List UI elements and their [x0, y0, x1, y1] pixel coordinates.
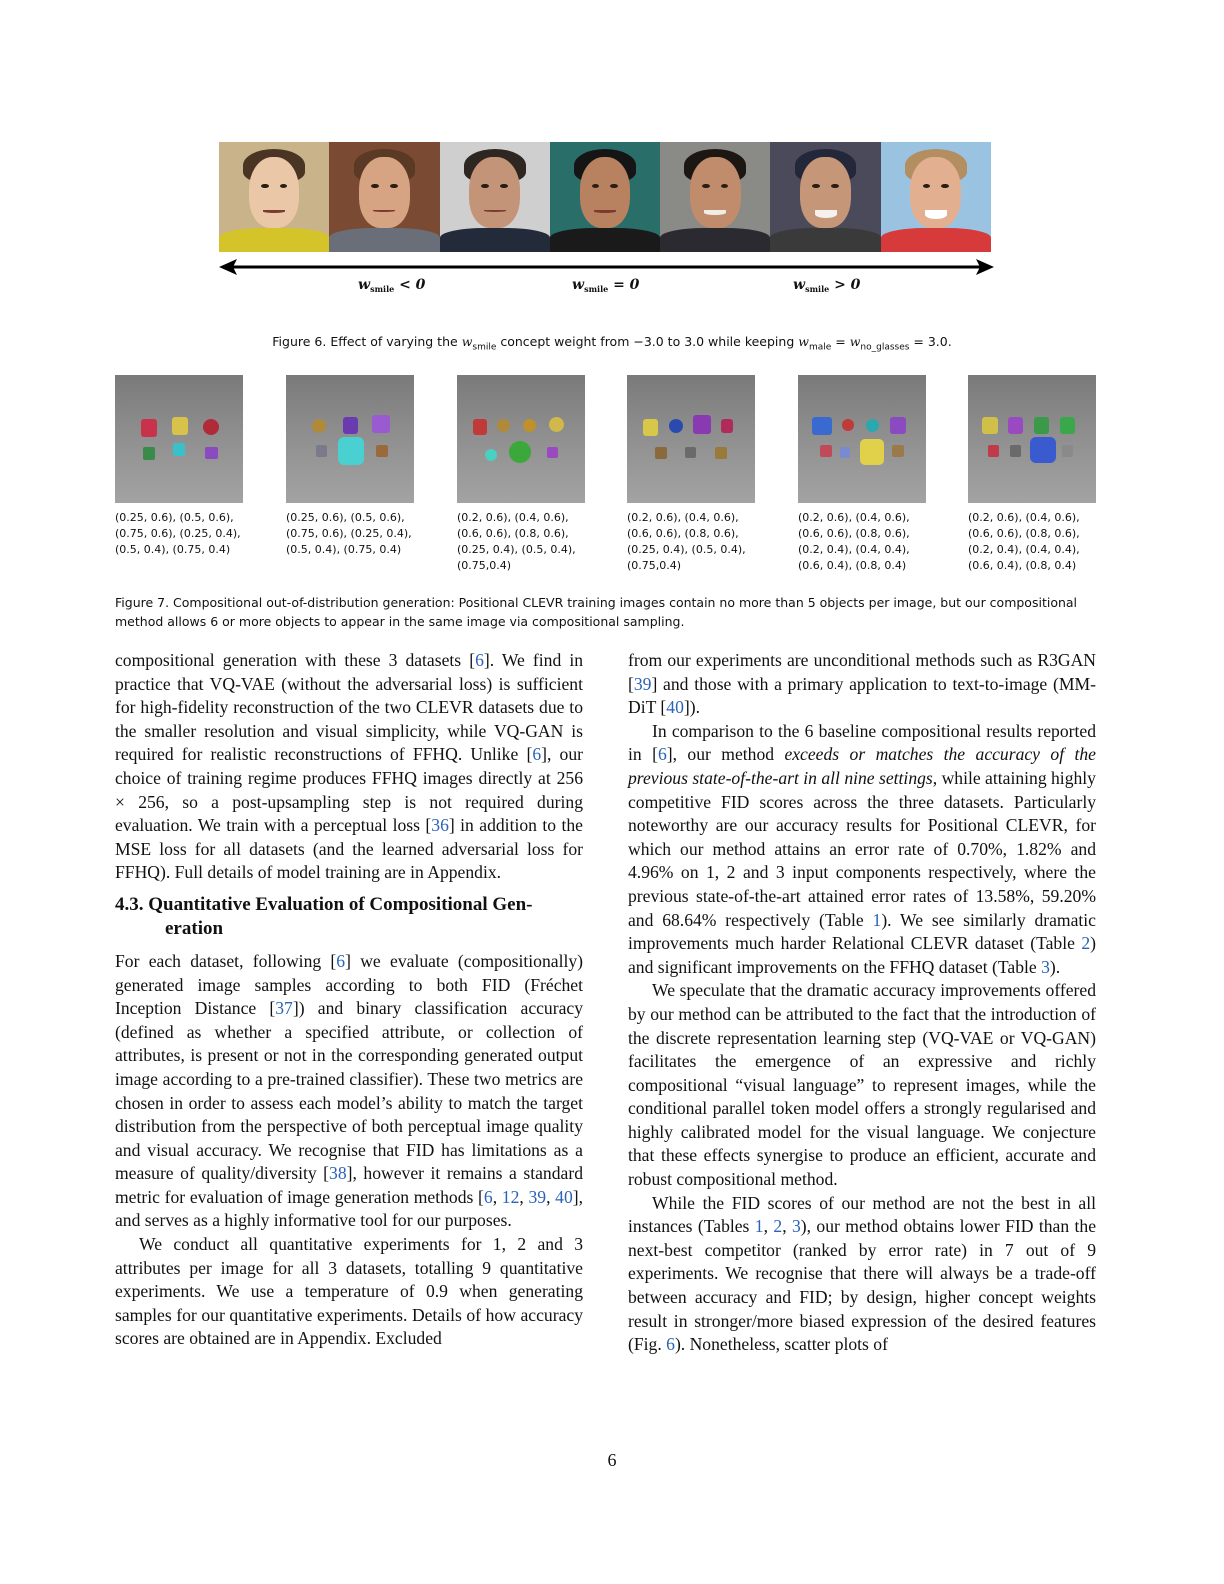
paragraph-evaluation: For each dataset, following [6] we evaluate (compositionally) generated image samples according to both FID (Fréchet Inception Distance [37]) and binary classification accuracy (defined as whether a specified attribute, or collection of attributes, is present or not in the corresponding generated output image according to a pre-trained classifier). These two metrics are chosen in order to assess each model’s ability to match the target distribution from the perspective of both perceptual image quality and visual accuracy. We recognise that FID has limitations as a measure of quality/diversity [38], however it remains a standard metric for evaluation of image generation methods [6, 12, 39, 40], and serves as a highly informative tool for our purposes. [115, 950, 584, 1231]
clevr-coords-5: (0.2, 0.6), (0.4, 0.6), (0.6, 0.6), (0.8, 0.6), (0.2, 0.4), (0.4, 0.4), (0.6, 0.4), (0.8, 0.4) [798, 511, 910, 572]
clevr-coords-4: (0.2, 0.6), (0.4, 0.6), (0.6, 0.6), (0.8, 0.6), (0.25, 0.4), (0.5, 0.4), (0.75,0.4) [627, 511, 746, 572]
figure6-face-strip [219, 142, 991, 252]
table-ref-link[interactable]: 1 [872, 909, 882, 930]
section-heading-4-3: 4.3. Quantitative Evaluation of Compositional Gen- eration [115, 893, 533, 939]
citation-link[interactable]: 38 [329, 1163, 347, 1184]
citation-link[interactable]: 40 [555, 1186, 573, 1207]
table-ref-link[interactable]: 1 [754, 1216, 764, 1237]
citation-link[interactable]: 6 [657, 744, 667, 765]
face-image-4 [550, 142, 660, 252]
clevr-image-4 [627, 375, 755, 503]
right-column [628, 649, 1096, 1357]
clevr-coords-3: (0.2, 0.6), (0.4, 0.6), (0.6, 0.6), (0.8, 0.6), (0.25, 0.4), (0.5, 0.4), (0.75,0.4) [457, 511, 576, 572]
bidirectional-arrow [219, 258, 994, 276]
figure-ref-link[interactable]: 6 [666, 1334, 675, 1355]
clevr-image-5 [798, 375, 926, 503]
paragraph-comparison: In comparison to the 6 baseline compositional results reported in [6], our method exceeds or matches the accuracy of the previous state-of-the-art in all nine settings, while attaining highly competitive FID scores across the three datasets. Particularly noteworthy are our accuracy results for Positional CLEVR, for which our method attains an error rate of 0.70%, 1.82% and 4.96% on 1, 2 and 3 input components respectively, where the previous state-of-the-art attained error rates of 13.58%, 59.20% and 68.64% respectively (Table 1). We see similarly dramatic improvements much harder Relational CLEVR dataset (Table 2) and significant improvements on the FFHQ dataset (Table 3). [628, 720, 1096, 977]
w-smile-negative-label: $w_{smile} < 0$ [358, 277, 426, 294]
citation-link[interactable]: 6 [336, 950, 346, 971]
paragraph-fid: While the FID scores of our method are not the best in all instances (Tables 1, 2, 3), our method obtains lower FID than the next-best competitor (ranked by error rate) in 7 out of 9 experiments. We recognise that there will always be a trade-off between accuracy and FID; by design, higher concept weights result in stronger/more biased expression of the desired features (Fig. 6). Nonetheless, scatter plots of [628, 1192, 1096, 1355]
clevr-coords-1: (0.25, 0.6), (0.5, 0.6), (0.75, 0.6), (0.25, 0.4), (0.5, 0.4), (0.75, 0.4) [115, 511, 241, 556]
face-image-3 [440, 142, 550, 252]
figure6-caption: Figure 6. Effect of varying the $w_{smile}$ concept weight from −3.0 to 3.0 while keeping $w_{male} = w_{no\_glasses} = 3.0$. [272, 334, 952, 353]
table-ref-link[interactable]: 2 [773, 1216, 783, 1237]
w-smile-positive-label: $w_{smile} > 0$ [793, 277, 861, 294]
figure7-caption: Figure 7. Compositional out-of-distribution generation: Positional CLEVR training images contain no more than 5 objects per image, but our compositional method allows 6 or more objects to appear in the same image via compositional sampling. [115, 595, 1078, 629]
face-image-2 [329, 142, 439, 252]
table-ref-link[interactable]: 3 [1041, 956, 1050, 977]
paragraph-training: compositional generation with these 3 datasets [6]. We find in practice that VQ-VAE (without the adversarial loss) is sufficient for high-fidelity reconstruction of the two CLEVR datasets due to the smaller resolution and visual simplicity, while VQ-GAN is required for realistic reconstructions of FFHQ. Unlike [6], our choice of training regime produces FFHQ images directly at 256 × 256, so a post-upsampling step is not required during evaluation. We train with a perceptual loss [36] in addition to the MSE loss for all datasets (and the learned adversarial loss for FFHQ). Full details of model training are in Appendix. [115, 650, 583, 883]
citation-link[interactable]: 6 [483, 1186, 493, 1207]
clevr-image-3 [457, 375, 585, 503]
face-image-1 [219, 142, 329, 252]
clevr-image-6 [968, 375, 1096, 503]
clevr-image-2 [286, 375, 414, 503]
citation-link[interactable]: 40 [666, 697, 684, 718]
table-ref-link[interactable]: 3 [791, 1216, 801, 1237]
citation-link[interactable]: 6 [475, 650, 484, 670]
citation-link[interactable]: 6 [532, 744, 542, 765]
clevr-coords-6: (0.2, 0.6), (0.4, 0.6), (0.6, 0.6), (0.8, 0.6), (0.2, 0.4), (0.4, 0.4), (0.6, 0.4), (0.8, 0.4) [968, 511, 1080, 572]
page-number: 6 [607, 1450, 617, 1470]
w-smile-zero-label: $w_{smile} = 0$ [572, 277, 640, 294]
face-image-7 [881, 142, 991, 252]
citation-link[interactable]: 36 [431, 815, 449, 836]
paragraph-excluded: from our experiments are unconditional methods such as R3GAN [39] and those with a primary application to text-to-image (MM-DiT [40]). [628, 650, 1096, 718]
paragraph-speculation: We speculate that the dramatic accuracy improvements offered by our method can be attributed to the fact that the introduction of the discrete representation learning step (VQ-VAE or VQ-GAN) facilitates the emergence of an expressive and richly compositional “visual language” to represent images, while the conditional parallel token model offers a strongly regularised and highly calibrated model for the visual language. We conjecture that these effects synergise to produce an efficient, accurate and robust compositional method. [628, 980, 1096, 1190]
clevr-coords-2: (0.25, 0.6), (0.5, 0.6), (0.75, 0.6), (0.25, 0.4), (0.5, 0.4), (0.75, 0.4) [286, 511, 412, 556]
paragraph-experiments: We conduct all quantitative experiments for 1, 2 and 3 attributes per image for all 3 datasets, totalling 9 quantitative experiments. We use a temperature of 0.9 when generating samples for our quantitative experiments. Details of how accuracy scores are obtained are in Appendix. Excluded [115, 1234, 583, 1349]
citation-link[interactable]: 12 [501, 1186, 520, 1207]
left-column [115, 649, 583, 1351]
clevr-image-1 [115, 375, 243, 503]
citation-link[interactable]: 37 [275, 998, 293, 1019]
citation-link[interactable]: 39 [633, 673, 652, 694]
citation-link[interactable]: 39 [528, 1186, 547, 1207]
face-image-6 [770, 142, 880, 252]
table-ref-link[interactable]: 2 [1081, 933, 1091, 954]
face-image-5 [660, 142, 770, 252]
